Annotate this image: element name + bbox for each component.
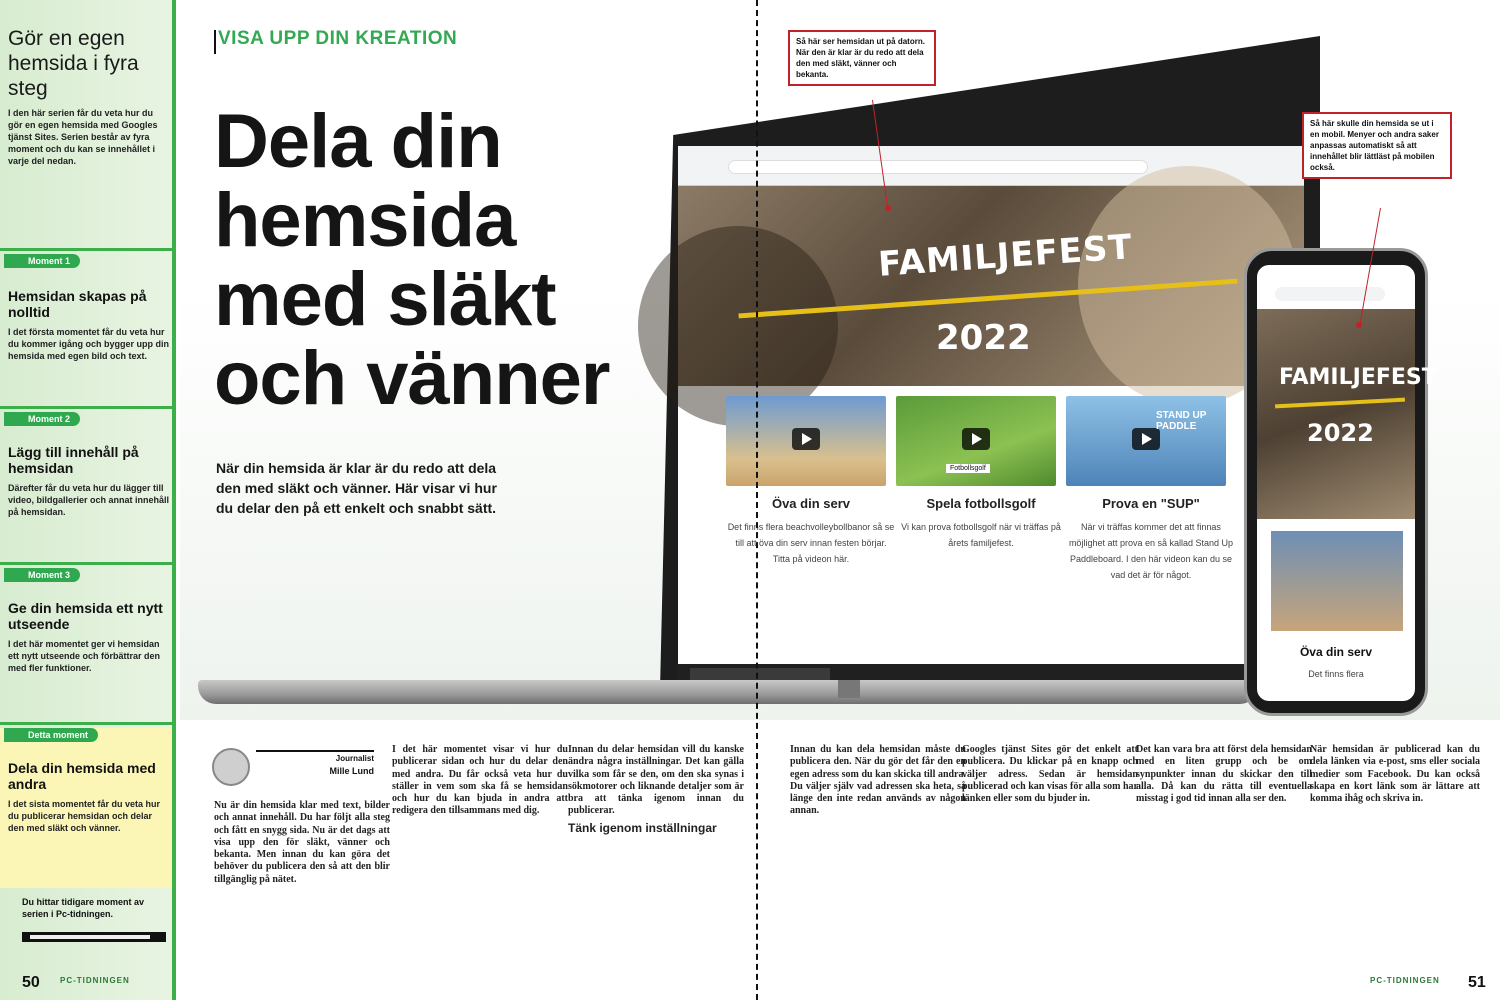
publication-logo-right: PC-TIDNINGEN bbox=[1370, 976, 1440, 985]
section-tag: VISA UPP DIN KREATION bbox=[218, 28, 458, 49]
phone-site-hero bbox=[1257, 309, 1437, 519]
site-hero bbox=[678, 186, 1304, 386]
phone-hero-accent-line bbox=[1275, 398, 1405, 409]
phone-image bbox=[1244, 248, 1437, 716]
series-sidebar bbox=[0, 0, 176, 1000]
step-current bbox=[8, 760, 170, 834]
thumbnail-label: STAND UP PADDLE bbox=[1156, 410, 1207, 432]
headline-line: Dela din bbox=[214, 99, 502, 184]
play-icon bbox=[962, 428, 990, 450]
headline bbox=[214, 99, 654, 421]
step-1 bbox=[8, 288, 170, 362]
sidebar-divider bbox=[0, 406, 176, 409]
sidebar-divider bbox=[0, 248, 176, 251]
hero-year: 2022 bbox=[936, 318, 1031, 358]
body-column-4: Innan du kan dela hemsidan måste du publicera den. När du gör det får den en egen adress som du kan skicka till andra. Du väljer själv vad adressen ska heta, så länge den inte redan används av någon annan. bbox=[790, 744, 966, 817]
headline-line: hemsida bbox=[214, 178, 516, 263]
series-footer-note: Du hittar tidigare moment av serien i Pc-tidningen. bbox=[22, 897, 145, 919]
body-column-2: I det här momentet visar vi hur du publicerar sidan och hur du delar den med andra. Du får också veta hur du ställer in vem som ska få se hemsidan och hur du kan bjuda in andra att redigera den tillsammans med dig. bbox=[392, 744, 568, 817]
phone-screen bbox=[1257, 265, 1437, 701]
footer-bar-inner bbox=[30, 935, 150, 939]
video-card bbox=[726, 396, 896, 567]
body-column-5: Googles tjänst Sites gör det enkelt att publicera. Du klickar på en knapp och väljer adress. Sedan är hemsidan publicerad och kan visas för alla som har länken eller som du bjuder in. bbox=[962, 744, 1138, 805]
headline-line: med släkt bbox=[214, 257, 556, 342]
step-1-text: I det första momentet får du veta hur du kommer igång och bygger upp din hemsida med egen bild och text. bbox=[8, 327, 170, 361]
address-bar bbox=[728, 160, 1148, 174]
video-thumbnail bbox=[1066, 396, 1226, 486]
phone-card-text: Det finns flera bbox=[1308, 669, 1364, 679]
publication-logo-left: PC-TIDNINGEN bbox=[60, 976, 130, 985]
video-card-title: Öva din serv bbox=[771, 496, 851, 511]
phone-card-title: Öva din serv bbox=[1299, 645, 1373, 659]
callout-laptop-dot bbox=[885, 205, 891, 211]
body-subhead: Tänk igenom inställningar bbox=[568, 820, 717, 835]
step-1-title: Hemsidan skapas på nolltid bbox=[8, 288, 147, 320]
step-3-text: I det här momentet ger vi hemsidan ett nytt utseende och förbättrar den med fler funktioner. bbox=[8, 639, 161, 673]
body-column-1: Nu är din hemsida klar med text, bilder och annat innehåll. Du har följt alla steg och fått en snygg sida. Nu är det dags att visa upp den för släkt, vänner och bekanta. Men innan du kan göra det behöver du publicera den så att den blir tillgänglig på nätet. bbox=[214, 800, 390, 885]
laptop-image bbox=[660, 36, 1330, 706]
page-number-right: 51 bbox=[1468, 974, 1486, 991]
author-avatar bbox=[212, 748, 250, 786]
video-card-text: När vi träffas kommer det att finnas möjlighet att prova en så kallad Stand Up Paddleboard. I den här videon kan du se vad det är för något. bbox=[1068, 522, 1234, 580]
callout-laptop: Så här ser hemsidan ut på datorn. När den är klar är du redo att dela den med släkt, vänner och bekanta. bbox=[788, 30, 936, 86]
body-paragraph: Innan du delar hemsidan vill du kanske ändra några inställningar. Det kan gälla vilka som får se den, om den ska synas i sökmotorer och liknande detaljer som är bra att tänka igenom innan du publicerar. bbox=[568, 744, 744, 817]
laptop-hinge-notch bbox=[838, 680, 860, 698]
phone-address-bar bbox=[1275, 287, 1385, 301]
step-tag-3: Moment 3 bbox=[4, 568, 80, 582]
series-description: I den här serien får du veta hur du gör en egen hemsida med Googles tjänst Sites. Serien består av fyra moment och du kan se innehållet i varje del nedan. bbox=[8, 108, 158, 166]
page-number-left: 50 bbox=[22, 974, 40, 991]
body-column-3 bbox=[568, 744, 744, 836]
video-card-title: Prova en "SUP" bbox=[1102, 496, 1200, 511]
thumbnail-label: Fotbollsgolf bbox=[946, 464, 990, 473]
body-column-7: När hemsidan är publicerad kan du dela länken via e-post, sms eller sociala medier som Facebook. Du kan också skapa en kort länk som är lättare att komma ihåg och skriva in. bbox=[1310, 744, 1480, 805]
video-card bbox=[1066, 396, 1236, 583]
video-card bbox=[896, 396, 1066, 551]
series-intro bbox=[8, 26, 170, 167]
phone-hero-year: 2022 bbox=[1307, 419, 1374, 447]
author-name: Mille Lund bbox=[329, 766, 374, 776]
section-tag-bar bbox=[214, 30, 216, 54]
step-3 bbox=[8, 600, 170, 674]
step-current-title: Dela din hemsida med andra bbox=[8, 760, 156, 792]
phone-hero-title: FAMILJEFEST bbox=[1279, 365, 1437, 390]
series-title: Gör en egen hemsida i fyra steg bbox=[8, 27, 139, 100]
step-tag-current: Detta moment bbox=[4, 728, 98, 742]
intro-text: När din hemsida är klar är du redo att dela den med släkt och vänner. Här visar vi hur du delar den på ett enkelt och snabbt sätt. bbox=[216, 460, 497, 516]
laptop-base bbox=[198, 680, 1258, 704]
phone-video-thumbnail bbox=[1271, 531, 1403, 631]
play-icon bbox=[792, 428, 820, 450]
callout-phone-dot bbox=[1356, 322, 1362, 328]
video-card-text: Det finns flera beachvolleybollbanor så se till att öva din serv innan festen börjar. Titta på videon här. bbox=[727, 522, 895, 564]
byline bbox=[212, 746, 374, 792]
callout-phone: Så här skulle din hemsida se ut i en mobil. Menyer och andra saker anpassas automatiskt så att innehållet blir lättläst på mobilen också. bbox=[1302, 112, 1452, 179]
video-card-title: Spela fotbollsgolf bbox=[926, 496, 1036, 511]
video-card-text: Vi kan prova fotbollsgolf när vi träffas på årets familjefest. bbox=[901, 522, 1061, 548]
laptop-screen bbox=[678, 146, 1304, 686]
page-gutter bbox=[756, 0, 758, 1000]
headline-line: och vänner bbox=[214, 336, 610, 421]
body-column-6: Det kan vara bra att först dela hemsidan med en liten grupp och be om synpunkter innan du skickar den till alla. Då kan du rätta till eventuella misstag i god tid innan alla ser den. bbox=[1136, 744, 1312, 805]
step-tag-1: Moment 1 bbox=[4, 254, 80, 268]
byline-rule bbox=[256, 750, 374, 752]
hero-title: FAMILJEFEST bbox=[876, 227, 1134, 285]
step-tag-2: Moment 2 bbox=[4, 412, 80, 426]
step-current-text: I det sista momentet får du veta hur du publicerar hemsidan och delar den med släkt och vänner. bbox=[8, 799, 161, 833]
sidebar-divider bbox=[0, 562, 176, 565]
step-2-title: Lägg till innehåll på hemsidan bbox=[8, 444, 139, 476]
video-thumbnail bbox=[896, 396, 1056, 486]
sidebar-divider bbox=[0, 722, 176, 725]
step-3-title: Ge din hemsida ett nytt utseende bbox=[8, 600, 163, 632]
step-2-text: Därefter får du veta hur du lägger till video, bildgallerier och annat innehåll på hemsidan. bbox=[8, 483, 170, 517]
video-thumbnail bbox=[726, 396, 886, 486]
author-label: Journalist bbox=[335, 754, 374, 763]
step-2 bbox=[8, 444, 170, 518]
